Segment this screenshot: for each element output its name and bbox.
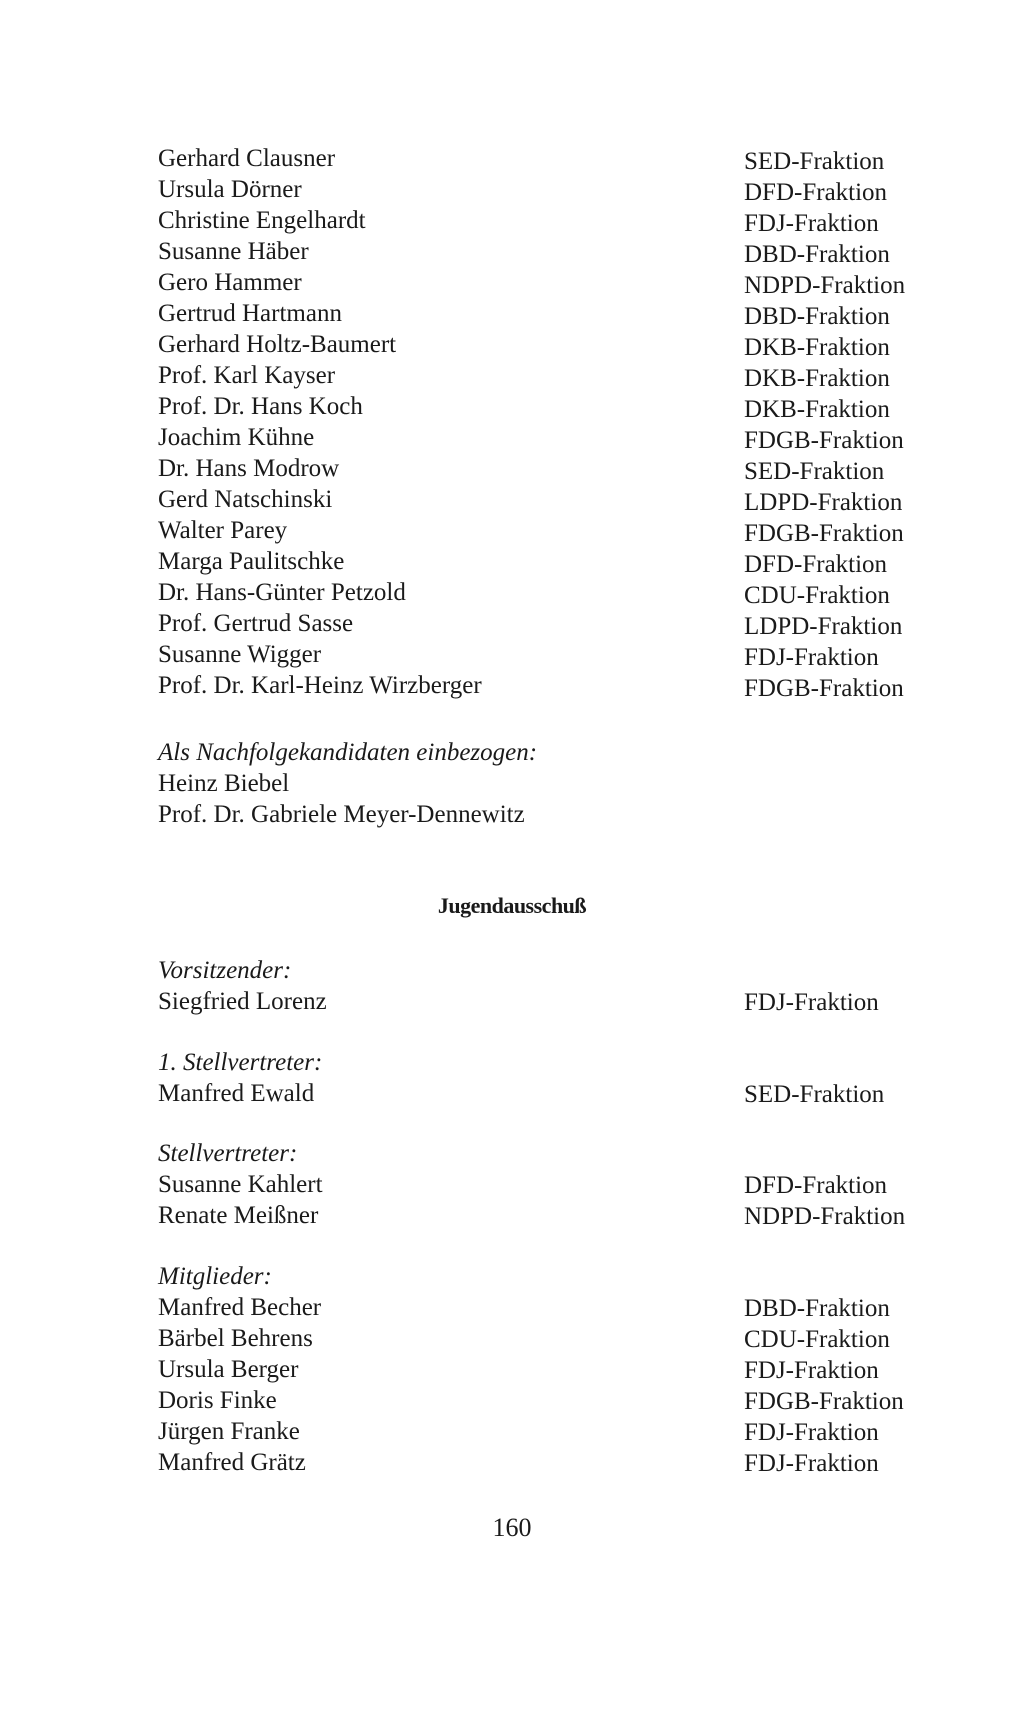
committee-member-faction: FDJ-Fraktion [744,1419,879,1446]
member-name: Prof. Gertrud Sasse [158,610,354,637]
successor-name: Prof. Dr. Gabriele Meyer-Dennewitz [158,801,525,828]
member-name: Susanne Wigger [158,641,322,668]
deputy-faction: DFD-Fraktion [744,1172,888,1199]
member-faction: FDGB-Fraktion [744,520,904,547]
first-deputy-faction: SED-Fraktion [744,1081,885,1108]
member-name: Gerd Natschinski [158,486,333,513]
member-faction: FDGB-Fraktion [744,427,904,454]
committee-member-faction: CDU-Fraktion [744,1326,890,1353]
member-name: Dr. Hans-Günter Petzold [158,579,406,606]
member-name: Walter Parey [158,517,288,544]
member-faction: DBD-Fraktion [744,241,890,268]
member-faction: DKB-Fraktion [744,365,890,392]
committee-member-name: Manfred Becher [158,1294,322,1321]
member-faction: DKB-Fraktion [744,396,890,423]
member-faction: DKB-Fraktion [744,334,890,361]
committee-member-name: Jürgen Franke [158,1418,300,1445]
committee-member-name: Manfred Grätz [158,1449,306,1476]
member-name: Prof. Karl Kayser [158,362,336,389]
successors-label: Als Nachfolgekandidaten einbezogen: [158,739,538,766]
committee-member-name: Doris Finke [158,1387,277,1414]
member-faction: LDPD-Fraktion [744,613,903,640]
member-name: Gerhard Holtz-Baumert [158,331,397,358]
page-number: 160 [492,1513,532,1542]
chair-faction: FDJ-Fraktion [744,989,879,1016]
member-name: Gero Hammer [158,269,302,296]
committee-member-faction: FDGB-Fraktion [744,1388,904,1415]
deputies-label: Stellvertreter: [158,1140,298,1167]
committee-member-faction: FDJ-Fraktion [744,1450,879,1477]
member-name: Dr. Hans Modrow [158,455,340,482]
member-name: Gerhard Clausner [158,145,336,172]
deputy-faction: NDPD-Fraktion [744,1203,906,1230]
member-name: Gertrud Hartmann [158,300,342,327]
member-faction: SED-Fraktion [744,148,885,175]
member-faction: NDPD-Fraktion [744,272,906,299]
first-deputy-label: 1. Stellvertreter: [158,1049,323,1076]
member-name: Joachim Kühne [158,424,315,451]
member-faction: CDU-Fraktion [744,582,890,609]
member-faction: FDJ-Fraktion [744,210,879,237]
member-name: Ursula Dörner [158,176,302,203]
chair-label: Vorsitzender: [158,957,292,984]
chair-name: Siegfried Lorenz [158,988,327,1015]
member-name: Prof. Dr. Hans Koch [158,393,363,420]
committee-member-name: Ursula Berger [158,1356,299,1383]
members-label: Mitglieder: [158,1263,272,1290]
committee-member-name: Bärbel Behrens [158,1325,313,1352]
first-deputy-name: Manfred Ewald [158,1080,315,1107]
successor-name: Heinz Biebel [158,770,290,797]
committee-title: Jugendausschuß [437,893,587,918]
member-faction: DFD-Fraktion [744,551,888,578]
member-name: Marga Paulitschke [158,548,345,575]
member-faction: DBD-Fraktion [744,303,890,330]
member-name: Prof. Dr. Karl-Heinz Wirzberger [158,672,482,699]
member-faction: DFD-Fraktion [744,179,888,206]
deputy-name: Susanne Kahlert [158,1171,323,1198]
member-faction: FDJ-Fraktion [744,644,879,671]
member-name: Christine Engelhardt [158,207,366,234]
deputy-name: Renate Meißner [158,1202,319,1229]
member-name: Susanne Häber [158,238,309,265]
committee-member-faction: DBD-Fraktion [744,1295,890,1322]
member-faction: SED-Fraktion [744,458,885,485]
member-faction: LDPD-Fraktion [744,489,903,516]
committee-member-faction: FDJ-Fraktion [744,1357,879,1384]
member-faction: FDGB-Fraktion [744,675,904,702]
